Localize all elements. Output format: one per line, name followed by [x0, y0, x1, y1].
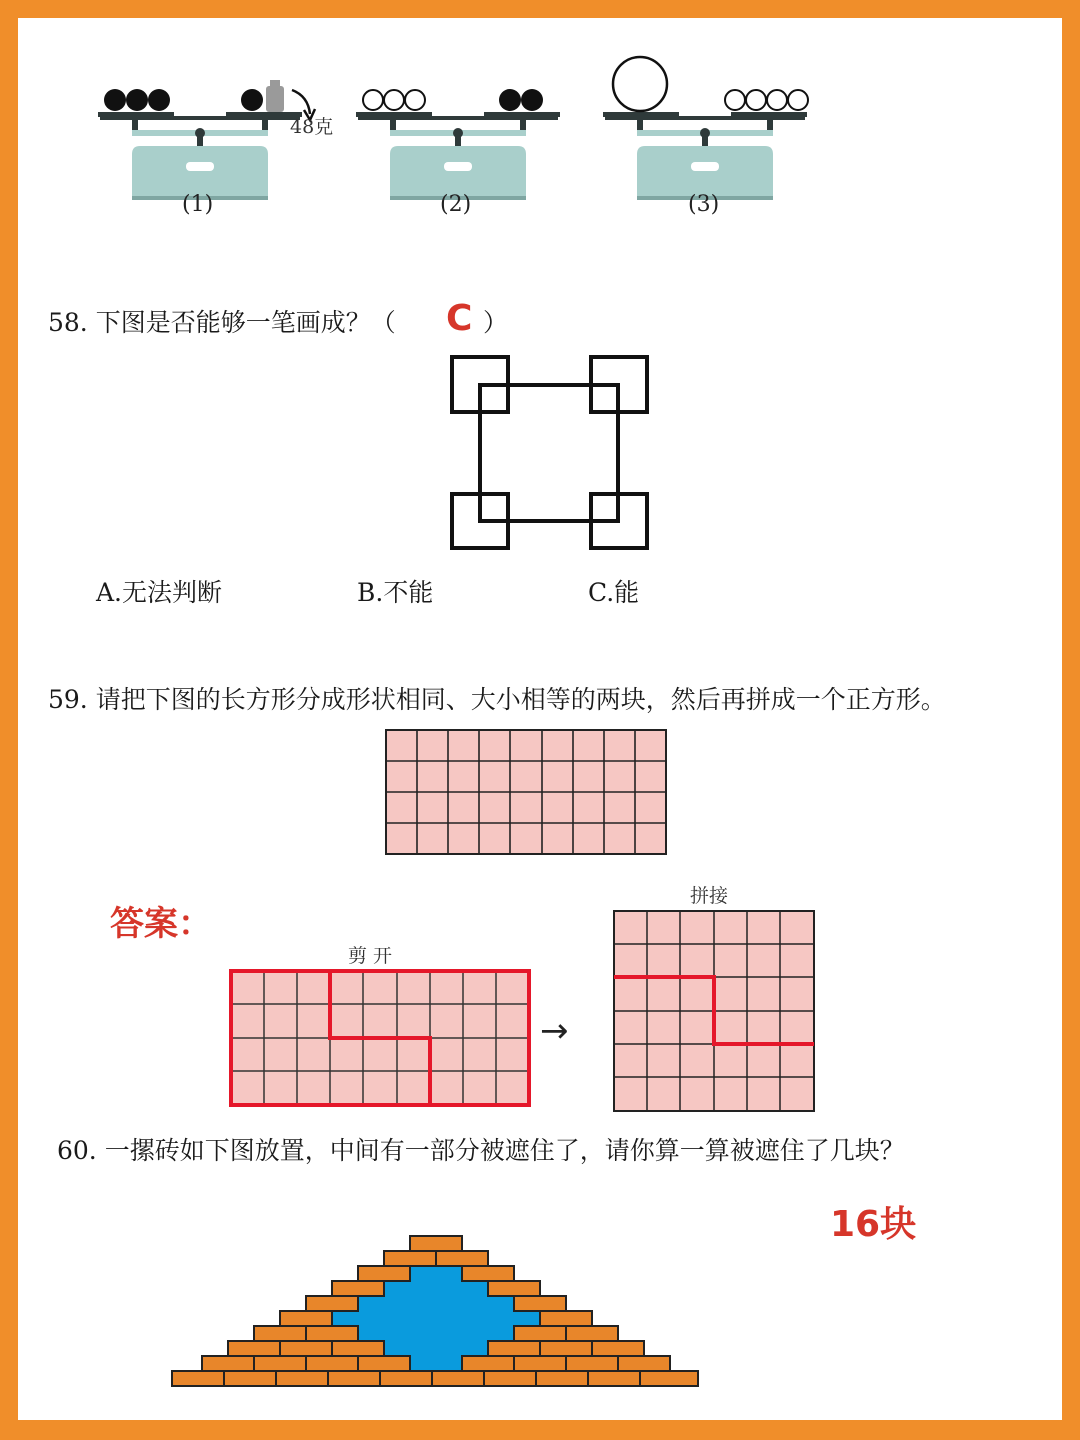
q60-answer: 16块 — [830, 1204, 917, 1245]
q58-text: 下图是否能够一笔画成？（ — [95, 308, 396, 337]
q58-question — [48, 303, 396, 339]
scale-2 — [356, 89, 560, 200]
q60-question — [57, 1131, 905, 1167]
q59-square-grid — [611, 908, 817, 1114]
q58-option-b: B.不能 — [357, 578, 434, 607]
q58-answer: C — [446, 298, 473, 339]
weight-label: 48克 — [290, 116, 334, 138]
q58-squares-figure — [445, 350, 655, 555]
q58-option-a: A.无法判断 — [96, 578, 223, 607]
q59-cut-grid — [228, 968, 534, 1110]
scale-caption-2: (2) — [440, 192, 472, 217]
q59-rectangle-grid — [384, 728, 668, 858]
q59-text: 请把下图的长方形分成形状相同、大小相等的两块，然后再拼成一个正方形。 — [95, 685, 946, 714]
q60-brick-pyramid — [170, 1234, 702, 1404]
q59-question — [48, 680, 946, 716]
scale-3 — [603, 57, 808, 200]
q58-close-paren: ） — [483, 308, 509, 337]
q60-number: 60. — [57, 1136, 97, 1165]
scale-caption-3: (3) — [688, 192, 720, 217]
q58-number: 58. — [48, 308, 88, 337]
q59-cut-label: 剪 开 — [348, 945, 393, 967]
scale-caption-1: (1) — [182, 192, 214, 217]
q59-answer-label: 答案： — [110, 904, 212, 944]
q59-number: 59. — [48, 685, 88, 714]
q58-option-c: C.能 — [588, 578, 640, 607]
scale-1 — [98, 80, 315, 200]
q59-arrow: → — [540, 1011, 569, 1051]
q59-join-label: 拼接 — [690, 885, 729, 907]
q60-text: 一摞砖如下图放置，中间有一部分被遮住了，请你算一算被遮住了几块？ — [104, 1136, 905, 1165]
balance-scales-figure — [90, 30, 830, 200]
